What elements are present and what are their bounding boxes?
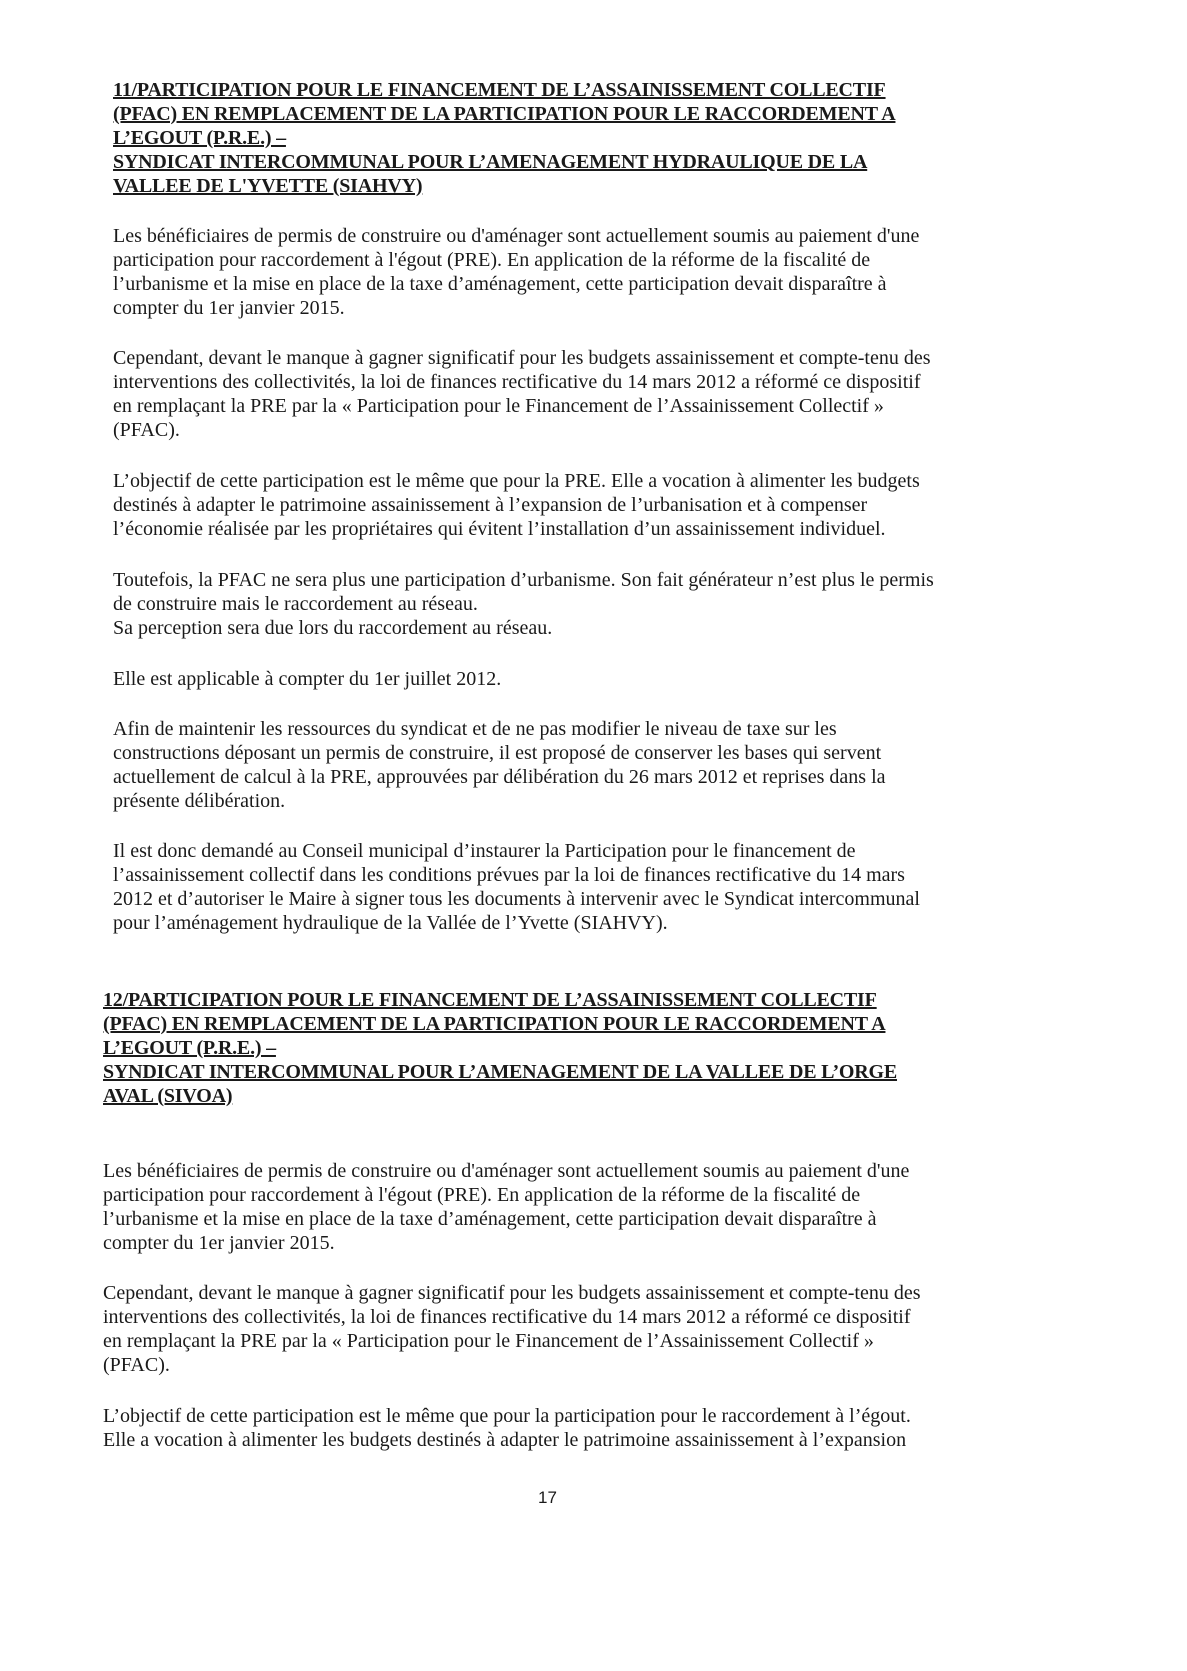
heading-line: L’EGOUT (P.R.E.) – xyxy=(113,127,286,149)
text-line: compter du 1er janvier 2015. xyxy=(103,1232,335,1254)
text-line: Afin de maintenir les ressources du syndicat et de ne pas modifier le niveau de taxe sur les xyxy=(113,718,837,740)
text-line: Les bénéficiaires de permis de construire ou d'aménager sont actuellement soumis au paiement d'une xyxy=(113,225,920,247)
paragraph xyxy=(103,1404,911,1452)
text-line: participation pour raccordement à l'égout (PRE). En application de la réforme de la fiscalité de xyxy=(103,1184,861,1206)
text-line: en remplaçant la PRE par la « Participation pour le Financement de l’Assainissement Collectif » xyxy=(103,1330,874,1352)
text-line: en remplaçant la PRE par la « Participation pour le Financement de l’Assainissement Collectif » xyxy=(113,395,884,417)
text-line: (PFAC). xyxy=(113,419,180,441)
text-line: 2012 et d’autoriser le Maire à signer tous les documents à intervenir avec le Syndicat intercommunal xyxy=(113,888,920,910)
paragraph xyxy=(113,469,920,541)
text-line: de construire mais le raccordement au réseau. xyxy=(113,593,478,615)
heading-line: SYNDICAT INTERCOMMUNAL POUR L’AMENAGEMENT DE LA VALLEE DE L’ORGE xyxy=(103,1061,898,1083)
text-line: Elle a vocation à alimenter les budgets destinés à adapter le patrimoine assainissement à l’expansion xyxy=(103,1429,907,1451)
text-line: Sa perception sera due lors du raccordement au réseau. xyxy=(113,617,553,639)
paragraph xyxy=(113,717,886,813)
paragraph xyxy=(113,568,934,640)
text-line: Cependant, devant le manque à gagner significatif pour les budgets assainissement et compte-tenu des xyxy=(103,1282,921,1304)
text-line: Il est donc demandé au Conseil municipal d’instaurer la Participation pour le financement de xyxy=(113,840,856,862)
text-line: l’urbanisme et la mise en place de la taxe d’aménagement, cette participation devait disparaître à xyxy=(103,1208,877,1230)
section-heading xyxy=(113,78,895,198)
page-number: 17 xyxy=(538,1488,557,1507)
text-line: actuellement de calcul à la PRE, approuvées par délibération du 26 mars 2012 et reprises dans la xyxy=(113,766,886,788)
heading-line: 11/PARTICIPATION POUR LE FINANCEMENT DE L’ASSAINISSEMENT COLLECTIF xyxy=(113,79,886,101)
text-line: Toutefois, la PFAC ne sera plus une participation d’urbanisme. Son fait générateur n’est plus le permis xyxy=(113,569,934,591)
text-line: compter du 1er janvier 2015. xyxy=(113,297,345,319)
text-line: présente délibération. xyxy=(113,790,286,812)
paragraph xyxy=(113,667,501,691)
text-line: l’assainissement collectif dans les conditions prévues par la loi de finances rectificative du 14 mars xyxy=(113,864,905,886)
heading-line: (PFAC) EN REMPLACEMENT DE LA PARTICIPATION POUR LE RACCORDEMENT A xyxy=(103,1013,886,1035)
paragraph xyxy=(103,1159,909,1255)
text-line: Les bénéficiaires de permis de construire ou d'aménager sont actuellement soumis au paiement d'une xyxy=(103,1160,910,1182)
text-line: l’économie réalisée par les propriétaires qui évitent l’installation d’un assainissement individuel. xyxy=(113,518,886,540)
text-line: Cependant, devant le manque à gagner significatif pour les budgets assainissement et compte-tenu des xyxy=(113,347,931,369)
text-line: Elle est applicable à compter du 1er juillet 2012. xyxy=(113,668,502,690)
heading-line: VALLEE DE L'YVETTE (SIAHVY) xyxy=(113,175,423,197)
text-line: interventions des collectivités, la loi de finances rectificative du 14 mars 2012 a réformé ce dispositif xyxy=(113,371,921,393)
text-line: pour l’aménagement hydraulique de la Vallée de l’Yvette (SIAHVY). xyxy=(113,912,668,934)
text-line: interventions des collectivités, la loi de finances rectificative du 14 mars 2012 a réformé ce dispositif xyxy=(103,1306,911,1328)
paragraph xyxy=(113,224,919,320)
text-line: destinés à adapter le patrimoine assainissement à l’expansion de l’urbanisation et à compenser xyxy=(113,494,868,516)
heading-line: AVAL (SIVOA) xyxy=(103,1085,233,1107)
text-line: constructions déposant un permis de construire, il est proposé de conserver les bases qui servent xyxy=(113,742,882,764)
text-line: (PFAC). xyxy=(103,1354,170,1376)
paragraph xyxy=(103,1281,921,1377)
heading-line: L’EGOUT (P.R.E.) – xyxy=(103,1037,276,1059)
heading-line: SYNDICAT INTERCOMMUNAL POUR L’AMENAGEMENT HYDRAULIQUE DE LA xyxy=(113,151,868,173)
text-line: participation pour raccordement à l'égout (PRE). En application de la réforme de la fiscalité de xyxy=(113,249,871,271)
text-line: L’objectif de cette participation est le même que pour la participation pour le raccordement à l’égout. xyxy=(103,1405,911,1427)
text-line: l’urbanisme et la mise en place de la taxe d’aménagement, cette participation devait disparaître à xyxy=(113,273,887,295)
section-heading xyxy=(103,988,897,1108)
paragraph xyxy=(113,839,920,935)
paragraph xyxy=(113,346,931,442)
heading-line: (PFAC) EN REMPLACEMENT DE LA PARTICIPATION POUR LE RACCORDEMENT A xyxy=(113,103,896,125)
text-line: L’objectif de cette participation est le même que pour la PRE. Elle a vocation à alimenter les budgets xyxy=(113,470,920,492)
heading-line: 12/PARTICIPATION POUR LE FINANCEMENT DE L’ASSAINISSEMENT COLLECTIF xyxy=(103,989,877,1011)
